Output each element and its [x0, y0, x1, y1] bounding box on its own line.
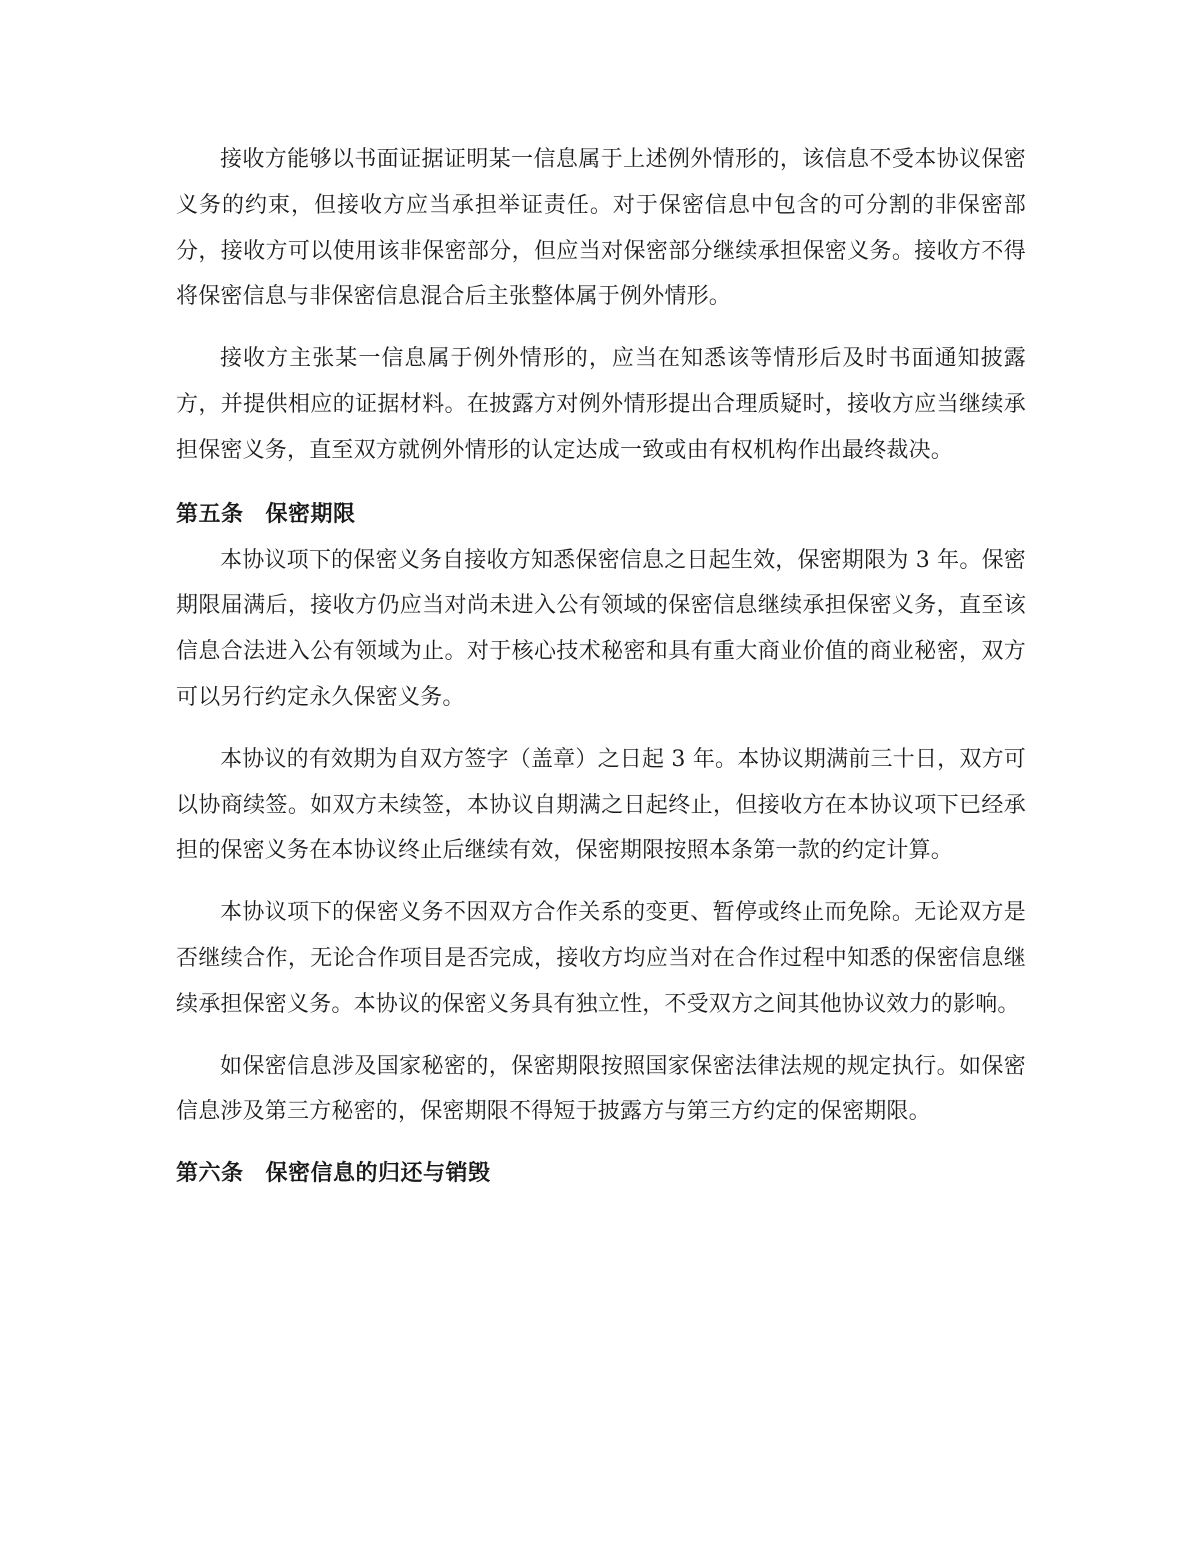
- article-6-title: 保密信息的归还与销毁: [265, 1161, 491, 1187]
- document-body: [176, 137, 1026, 1189]
- paragraph-agreement-validity: 本协议的有效期为自双方签字（盖章）之日起 3 年。本协议期满前三十日，双方可以协商续签。如双方未续签，本协议自期满之日起终止，但接收方在本协议项下已经承担的保密义务在本协议终止后继续有效，保密期限按照本条第一款的约定计算。: [176, 746, 1026, 864]
- paragraph-confidentiality-term: 本协议项下的保密义务自接收方知悉保密信息之日起生效，保密期限为 3 年。保密期限届满后，接收方仍应当对尚未进入公有领域的保密信息继续承担保密义务，直至该信息合法进入公有领域为止。对于核心技术秘密和具有重大商业价值的商业秘密，双方可以另行约定永久保密义务。: [176, 547, 1026, 710]
- article-6-heading: [176, 1159, 1026, 1189]
- paragraph-state-third-party-secrets: 如保密信息涉及国家秘密的，保密期限按照国家保密法律法规的规定执行。如保密信息涉及第三方秘密的，保密期限不得短于披露方与第三方约定的保密期限。: [176, 1053, 1026, 1125]
- paragraph-exception-burden-of-proof: 接收方能够以书面证据证明某一信息属于上述例外情形的，该信息不受本协议保密义务的约束，但接收方应当承担举证责任。对于保密信息中包含的可分割的非保密部分，接收方可以使用该非保密部分，但应当对保密部分继续承担保密义务。接收方不得将保密信息与非保密信息混合后主张整体属于例外情形。: [176, 147, 1026, 310]
- paragraph-exception-notice: 接收方主张某一信息属于例外情形的，应当在知悉该等情形后及时书面通知披露方，并提供相应的证据材料。在披露方对例外情形提出合理质疑时，接收方应当继续承担保密义务，直至双方就例外情形的认定达成一致或由有权机构作出最终裁决。: [176, 346, 1026, 463]
- paragraph-obligation-independence: 本协议项下的保密义务不因双方合作关系的变更、暂停或终止而免除。无论双方是否继续合作，无论合作项目是否完成，接收方均应当对在合作过程中知悉的保密信息继续承担保密义务。本协议的保密义务具有独立性，不受双方之间其他协议效力的影响。: [176, 900, 1026, 1017]
- article-5-title: 保密期限: [265, 501, 356, 527]
- article-5-number: 第五条: [176, 501, 244, 527]
- article-5-heading: [176, 500, 1026, 530]
- article-6-number: 第六条: [176, 1161, 244, 1187]
